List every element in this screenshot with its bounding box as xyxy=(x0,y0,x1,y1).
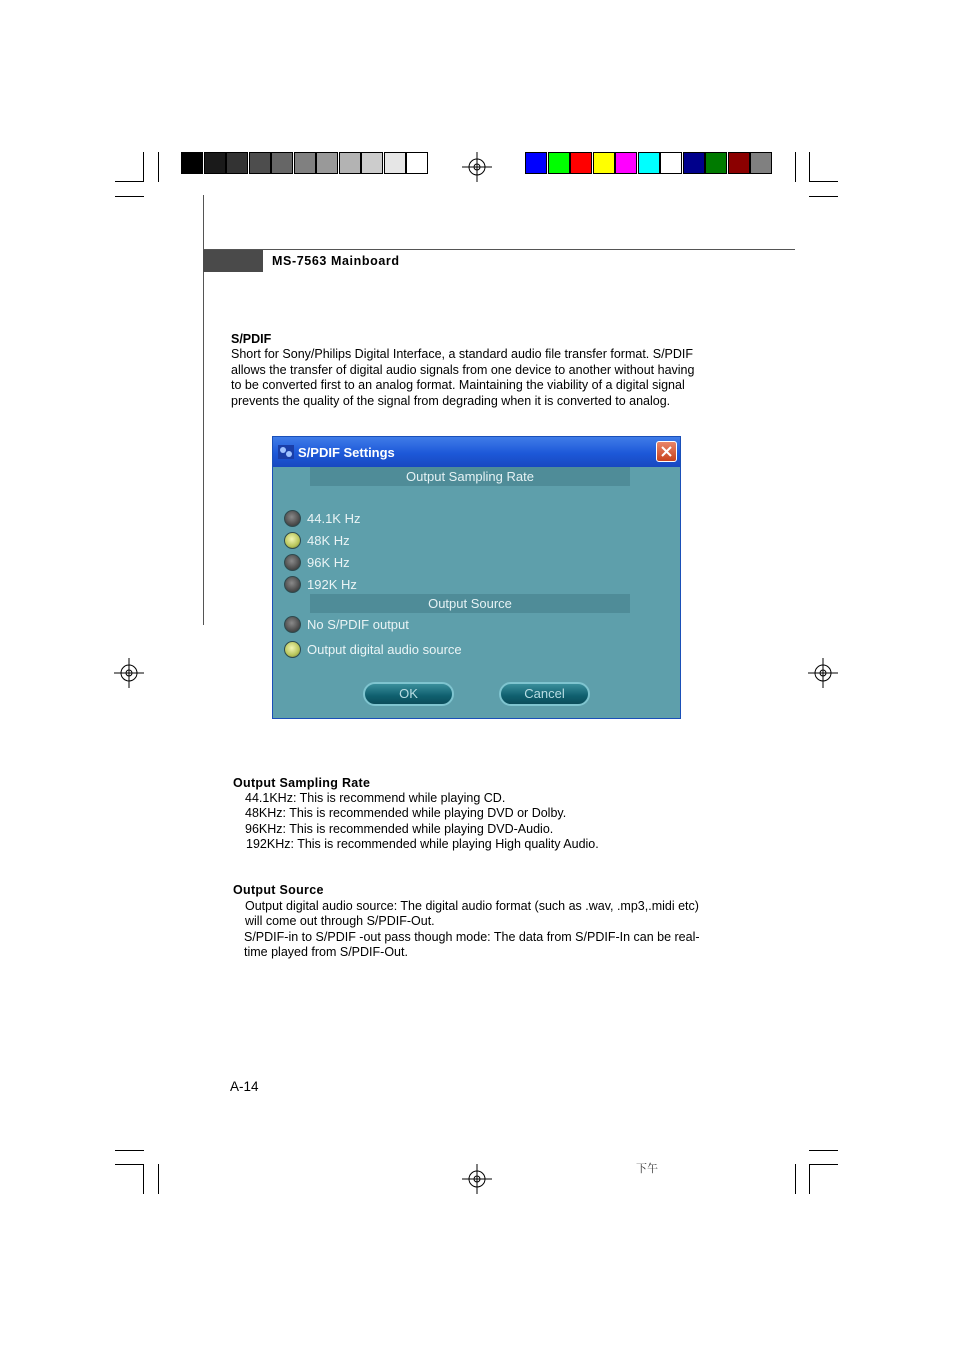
text-line: will come out through S/PDIF-Out. xyxy=(245,914,435,929)
sampling-rate-list xyxy=(245,791,599,853)
color-swatch xyxy=(271,152,293,174)
option-label: Output digital audio source xyxy=(307,641,462,657)
dialog-title: S/PDIF Settings xyxy=(298,445,395,460)
color-swatch xyxy=(339,152,361,174)
text-line: to be converted first to an analog format. Maintaining the viability of a digital signal xyxy=(231,378,685,393)
crop-mark xyxy=(795,152,796,182)
dialog-body xyxy=(276,467,677,715)
spdif-description xyxy=(231,347,722,409)
source-option-digital[interactable] xyxy=(284,639,462,659)
color-swatch xyxy=(226,152,248,174)
source-option-none[interactable] xyxy=(284,614,409,634)
option-label: 192K Hz xyxy=(307,576,357,592)
crop-mark xyxy=(115,196,144,197)
registration-mark-icon xyxy=(462,152,492,182)
dialog-title-bar xyxy=(273,437,680,467)
header-rule xyxy=(203,249,795,250)
text-line: S/PDIF-in to S/PDIF -out pass though mode: The data from S/PDIF-In can be real- xyxy=(244,930,700,944)
radio-button-selected[interactable] xyxy=(284,641,301,658)
registration-mark-icon xyxy=(808,658,838,688)
crop-mark xyxy=(795,1164,796,1194)
option-label: 96K Hz xyxy=(307,554,350,570)
board-name: MS-7563 Mainboard xyxy=(272,254,400,268)
cancel-button[interactable]: Cancel xyxy=(499,682,590,706)
footer-mark: 下午 xyxy=(636,1163,658,1175)
spdif-heading: S/PDIF xyxy=(231,332,272,346)
output-source-text-2 xyxy=(244,930,700,961)
crop-mark xyxy=(809,1164,810,1194)
option-label: 48K Hz xyxy=(307,532,350,548)
color-swatch xyxy=(406,152,428,174)
crop-mark xyxy=(115,1150,144,1151)
text-line: prevents the quality of the signal from degrading when it is converted to analog. xyxy=(231,393,671,408)
color-swatch xyxy=(750,152,772,174)
crop-mark xyxy=(115,181,144,182)
rate-option-96k[interactable] xyxy=(284,552,350,572)
color-swatch xyxy=(638,152,660,174)
list-item: 96KHz: This is recommended while playing DVD-Audio. xyxy=(245,821,554,836)
radio-button-selected[interactable] xyxy=(284,532,301,549)
rate-option-192k[interactable] xyxy=(284,574,357,594)
crop-mark xyxy=(809,152,810,182)
color-swatch xyxy=(294,152,316,174)
color-swatch xyxy=(683,152,705,174)
registration-mark-icon xyxy=(462,1164,492,1194)
color-swatch xyxy=(660,152,682,174)
color-swatch xyxy=(570,152,592,174)
list-item: 48KHz: This is recommended while playing DVD or Dolby. xyxy=(245,806,567,821)
color-swatch xyxy=(525,152,547,174)
color-swatch xyxy=(181,152,203,174)
color-swatch xyxy=(593,152,615,174)
registration-mark-icon xyxy=(114,658,144,688)
crop-mark xyxy=(143,1164,144,1194)
list-item: 44.1KHz: This is recommend while playing CD. xyxy=(245,791,506,805)
crop-mark xyxy=(143,152,144,182)
spdif-settings-dialog xyxy=(272,436,681,719)
radio-button[interactable] xyxy=(284,576,301,593)
crop-mark xyxy=(809,196,838,197)
color-swatch xyxy=(204,152,226,174)
crop-mark xyxy=(809,1150,838,1151)
output-source-text-1 xyxy=(245,899,699,930)
crop-mark xyxy=(158,1164,159,1194)
color-swatch xyxy=(548,152,570,174)
sampling-rate-header: Output Sampling Rate xyxy=(310,467,630,486)
color-swatch xyxy=(361,152,383,174)
text-line: Short for Sony/Philips Digital Interface, a standard audio file transfer format. S/PDIF xyxy=(231,347,694,361)
crop-mark xyxy=(158,152,159,182)
sampling-rate-heading: Output Sampling Rate xyxy=(233,776,371,790)
header-tab xyxy=(203,250,263,272)
crop-mark xyxy=(809,1164,838,1165)
page-number: A-14 xyxy=(230,1079,259,1094)
close-button[interactable] xyxy=(656,441,677,462)
output-source-header: Output Source xyxy=(310,594,630,613)
text-line: allows the transfer of digital audio signals from one device to another without having xyxy=(231,362,695,377)
app-icon xyxy=(278,445,294,459)
text-line: Output digital audio source: The digital audio format (such as .wav, .mp3,.midi etc) xyxy=(245,899,699,913)
radio-button[interactable] xyxy=(284,554,301,571)
crop-mark xyxy=(809,181,838,182)
color-swatch xyxy=(316,152,338,174)
radio-button[interactable] xyxy=(284,616,301,633)
crop-mark xyxy=(115,1164,144,1165)
rate-option-44k[interactable] xyxy=(284,508,360,528)
color-swatch xyxy=(728,152,750,174)
radio-button[interactable] xyxy=(284,510,301,527)
list-item: 192KHz: This is recommended while playing High quality Audio. xyxy=(246,837,599,852)
option-label: 44.1K Hz xyxy=(307,510,361,526)
color-swatch xyxy=(249,152,271,174)
text-line: time played from S/PDIF-Out. xyxy=(244,945,408,960)
color-swatch xyxy=(705,152,727,174)
close-icon xyxy=(657,442,676,461)
color-swatch xyxy=(384,152,406,174)
rate-option-48k[interactable] xyxy=(284,530,350,550)
ok-button[interactable]: OK xyxy=(363,682,454,706)
option-label: No S/PDIF output xyxy=(307,616,409,632)
output-source-heading: Output Source xyxy=(233,883,324,897)
color-swatch xyxy=(615,152,637,174)
